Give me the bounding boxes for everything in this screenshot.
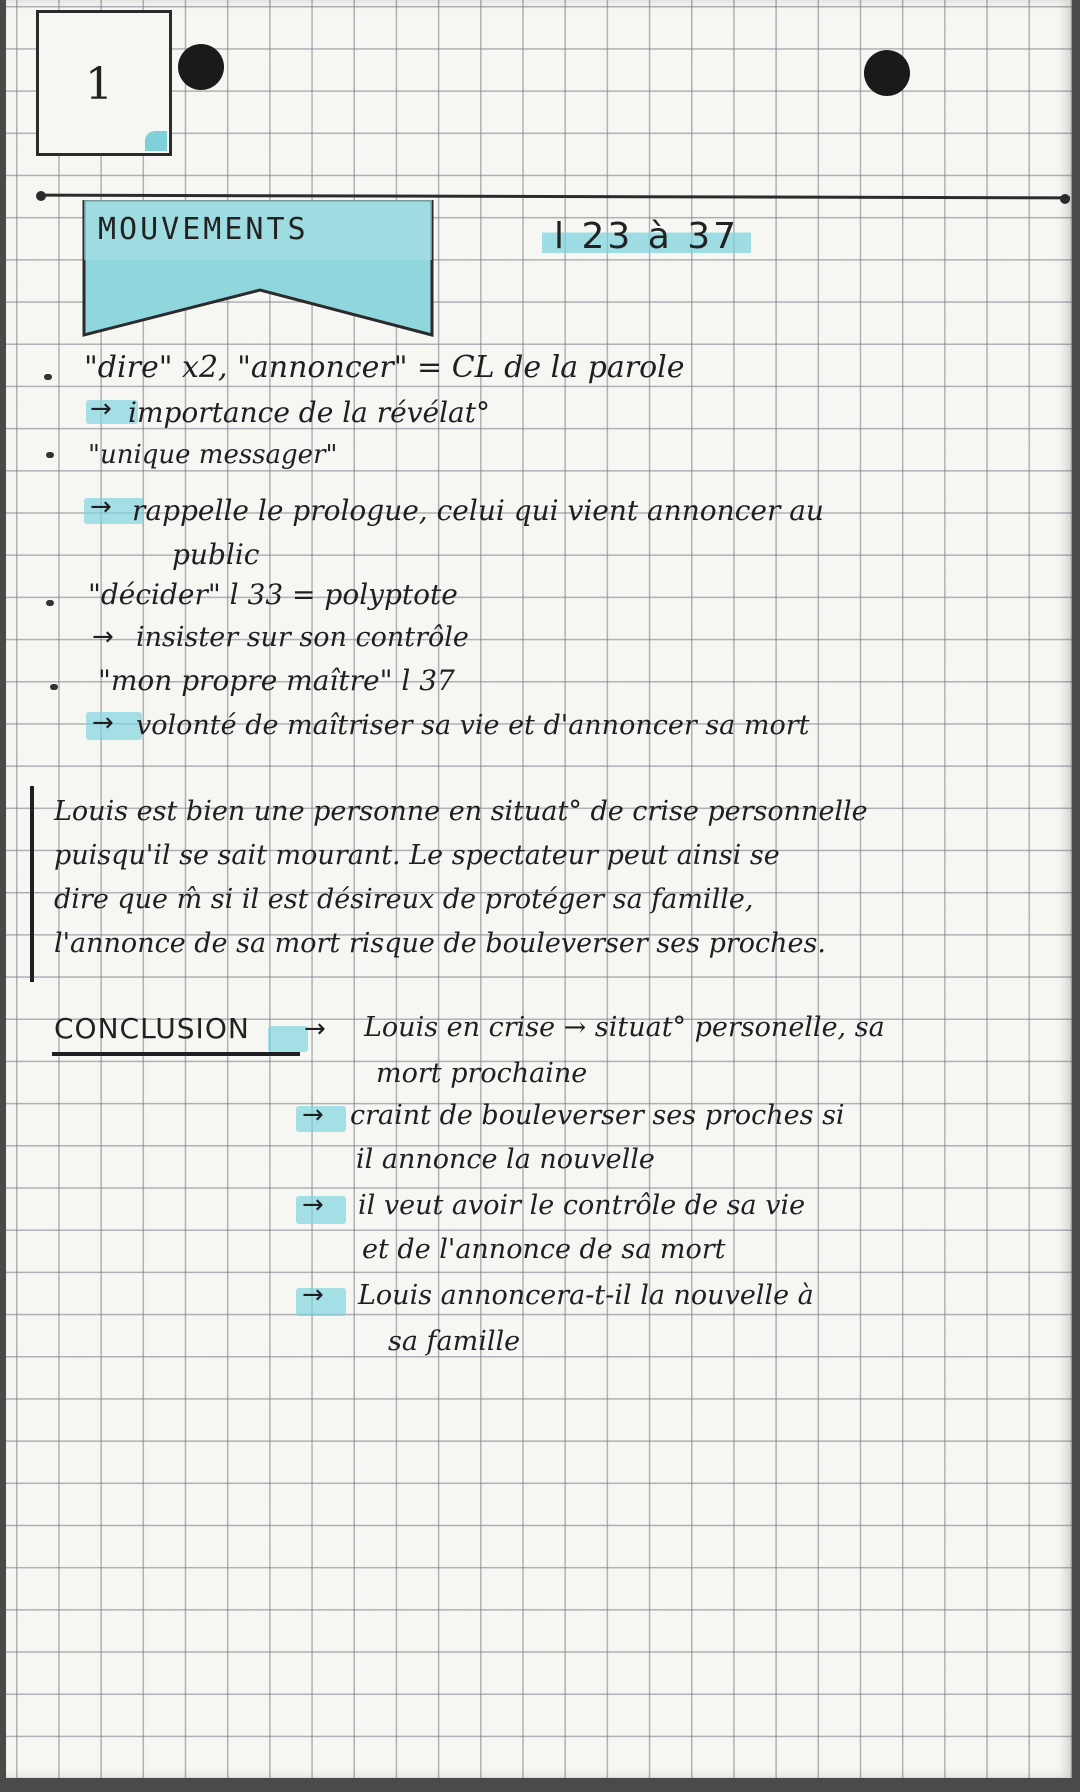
lines-reference: l 23 à 37 xyxy=(542,216,751,257)
bullet-2-quote: "unique messager" xyxy=(88,440,338,470)
conclusion-label: CONCLUSION xyxy=(54,1012,250,1045)
paragraph-margin-bar xyxy=(30,786,34,982)
conclusion-item-4: Louis annoncera-t-il la nouvelle à xyxy=(358,1280,814,1311)
bullet-dot xyxy=(44,374,52,380)
conclusion-item-2-cont: il annonce la nouvelle xyxy=(356,1144,655,1175)
banner-title: MOUVEMENTS xyxy=(98,212,309,247)
paragraph-line-2: puisqu'il se sait mourant. Le spectateur peut ainsi se xyxy=(54,840,780,871)
arrow-icon: → xyxy=(90,492,112,522)
bullet-2-note-cont: public xyxy=(172,538,260,571)
header-rule xyxy=(40,194,1070,200)
arrow-icon: → xyxy=(302,1280,324,1310)
bullet-1-quote: "dire" x2, "annoncer" = CL de la parole xyxy=(84,350,685,385)
arrow-icon: → xyxy=(302,1100,324,1130)
arrow-icon: → xyxy=(302,1190,324,1220)
conclusion-item-3-cont: et de l'annonce de sa mort xyxy=(362,1234,726,1265)
rule-dot-right xyxy=(1060,194,1070,204)
page-number-box xyxy=(36,10,172,156)
bullet-4-quote: "mon propre maître" l 37 xyxy=(98,664,455,697)
bullet-dot xyxy=(46,452,54,458)
arrow-icon: → xyxy=(90,394,112,424)
page-number: 1 xyxy=(85,59,113,110)
conclusion-item-4-cont: sa famille xyxy=(388,1326,521,1357)
bullet-3-quote: "décider" l 33 = polyptote xyxy=(88,578,458,611)
conclusion-item-3: il veut avoir le contrôle de sa vie xyxy=(358,1190,806,1221)
notebook-page xyxy=(6,0,1072,1778)
bullet-dot xyxy=(46,600,54,606)
conclusion-item-1-cont: mort prochaine xyxy=(376,1058,588,1089)
paragraph-line-4: l'annonce de sa mort risque de bouleverser ses proches. xyxy=(54,928,826,959)
paragraph-line-3: dire que m̂ si il est désireux de protéger sa famille, xyxy=(54,884,754,915)
bullet-3-note: insister sur son contrôle xyxy=(136,622,469,653)
conclusion-underline xyxy=(52,1052,300,1056)
arrow-icon: → xyxy=(92,708,114,738)
arrow-highlight xyxy=(268,1026,308,1052)
arrow-icon: → xyxy=(92,622,114,652)
highlight-corner xyxy=(145,131,167,151)
paragraph-line-1: Louis est bien une personne en situat° de crise personnelle xyxy=(54,796,868,827)
bullet-4-note: volonté de maîtriser sa vie et d'annoncer sa mort xyxy=(136,710,810,741)
bullet-2-note: rappelle le prologue, celui qui vient annoncer au xyxy=(132,494,824,527)
conclusion-item-2: craint de bouleverser ses proches si xyxy=(350,1100,845,1131)
arrow-icon: → xyxy=(304,1014,326,1044)
bullet-1-note: importance de la révélat° xyxy=(128,396,490,429)
punch-hole-right xyxy=(864,50,910,96)
conclusion-item-1: Louis en crise → situat° personelle, sa xyxy=(364,1012,885,1043)
punch-hole-left xyxy=(178,44,224,90)
bullet-dot xyxy=(50,684,58,690)
rule-dot-left xyxy=(36,191,46,201)
